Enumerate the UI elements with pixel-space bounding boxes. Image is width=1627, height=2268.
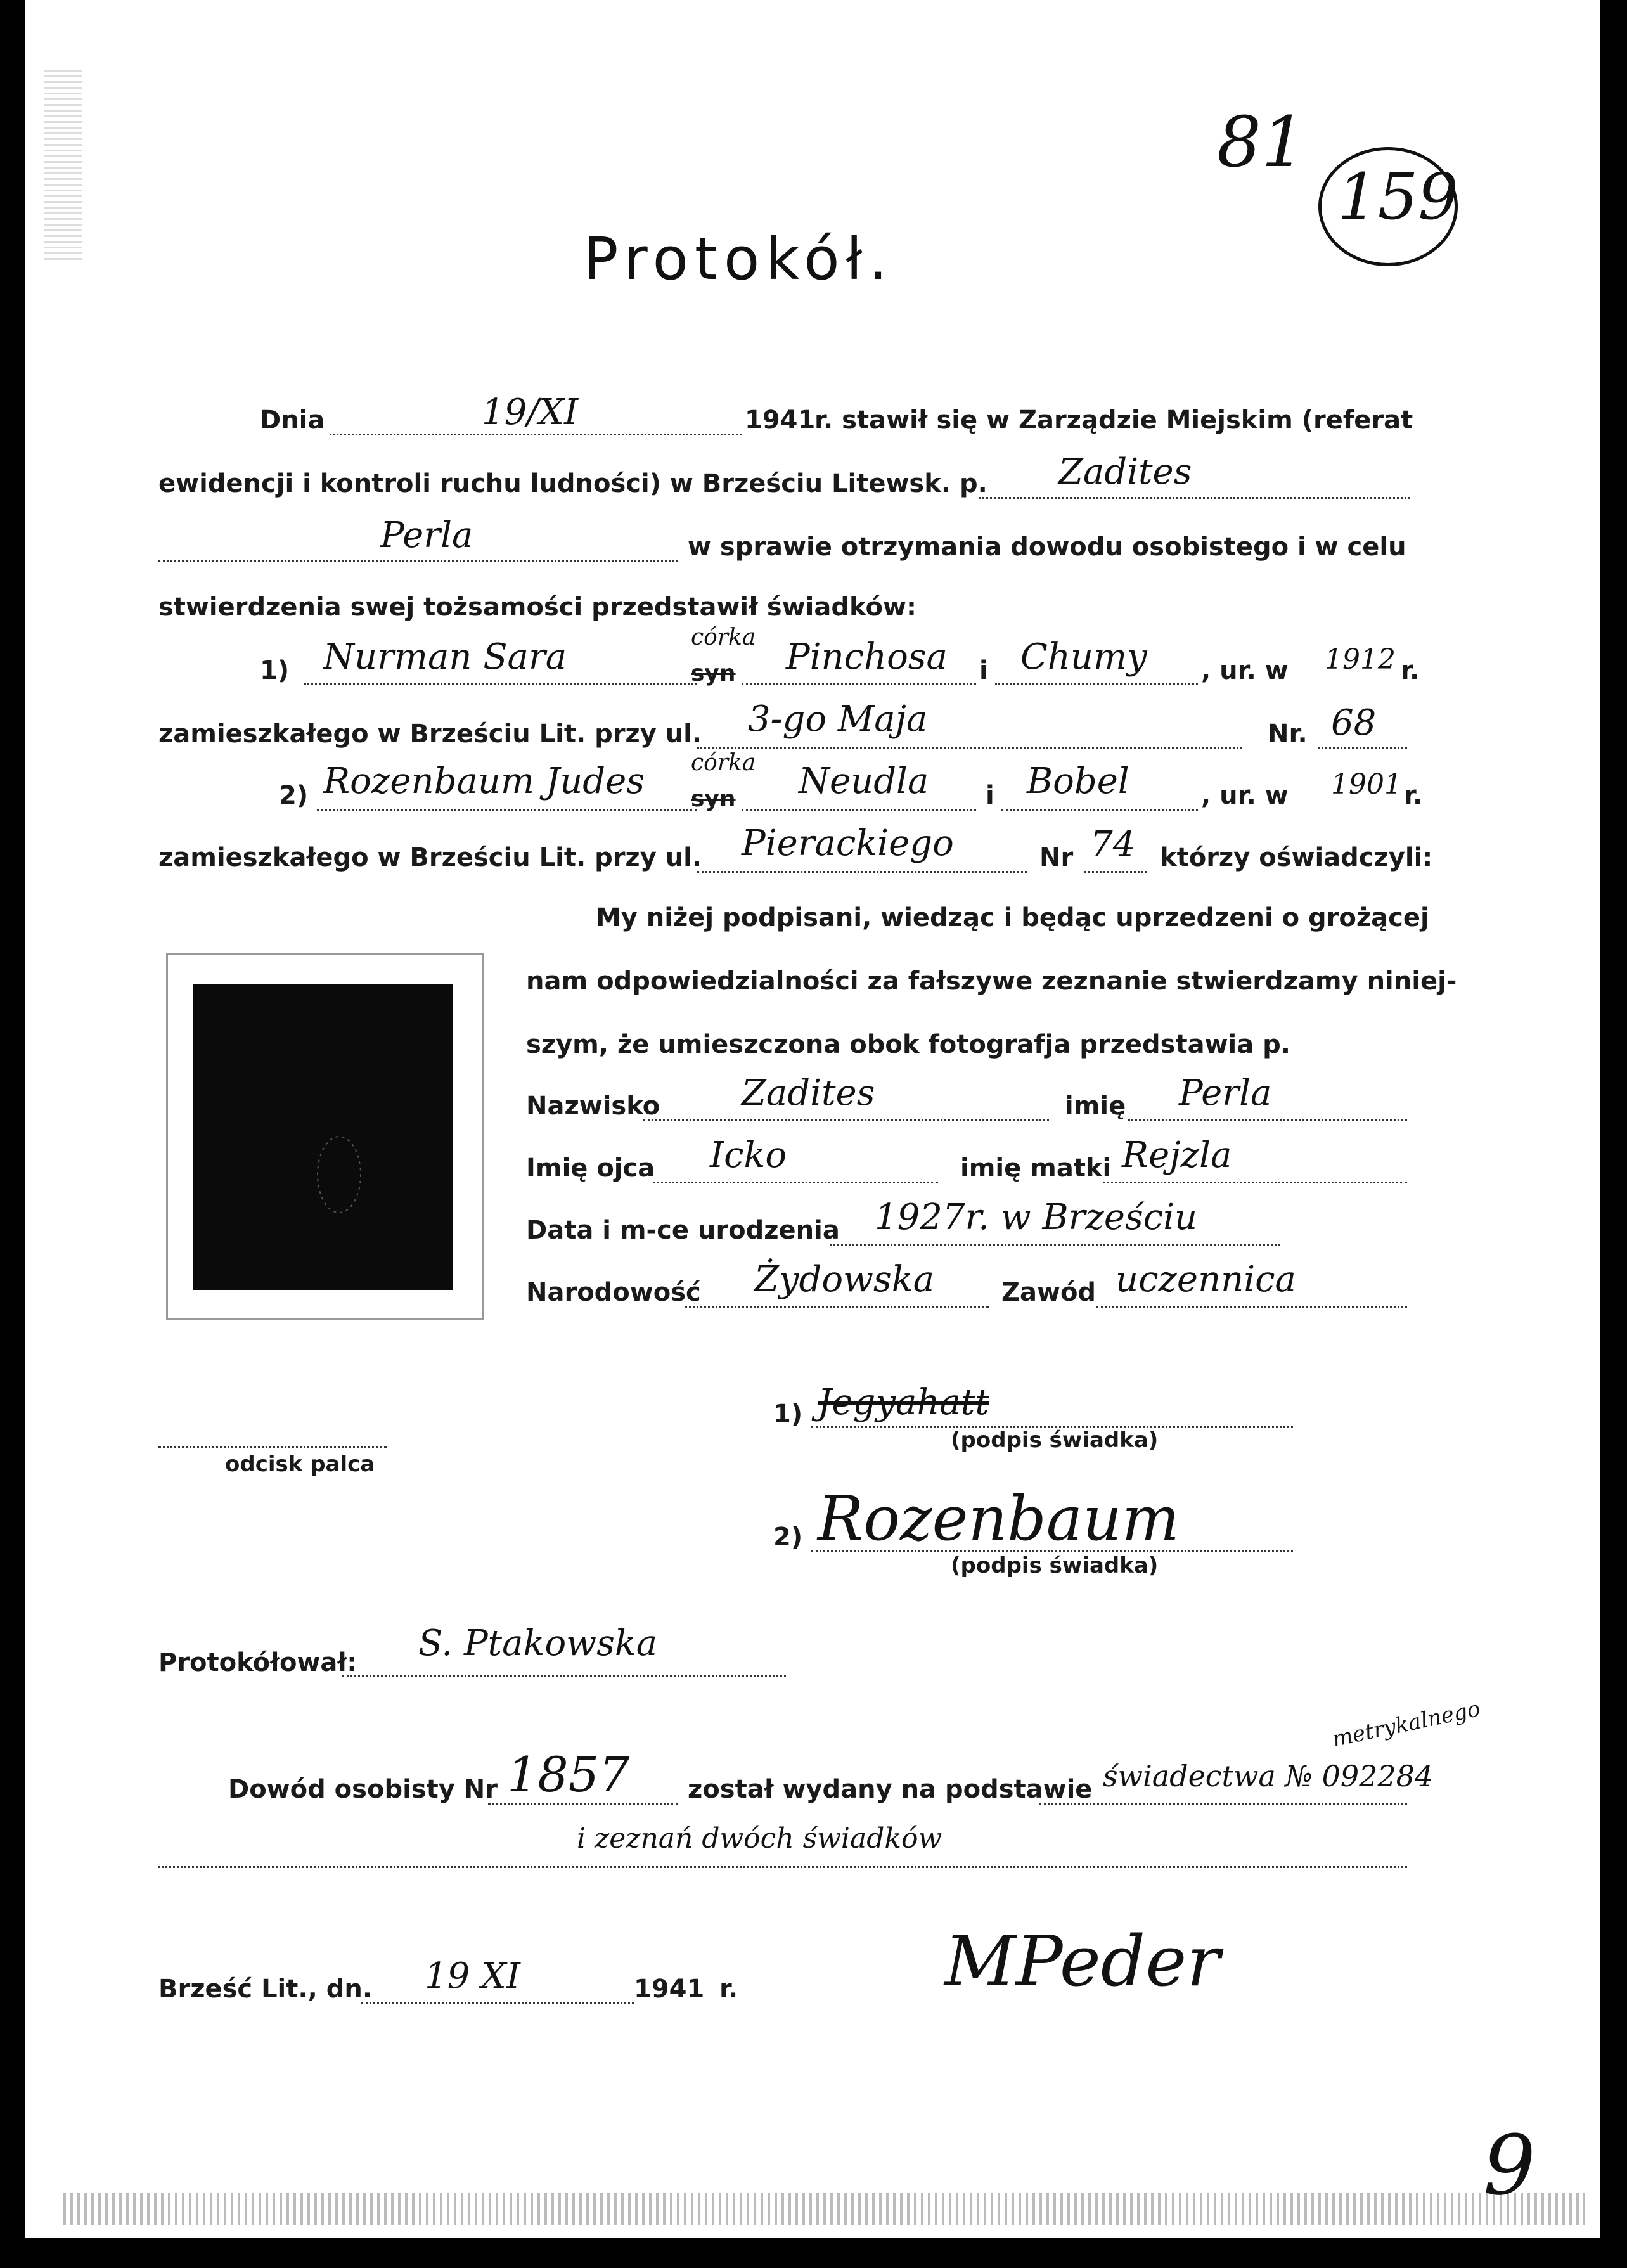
id-text-1: Dowód osobisty Nr xyxy=(228,1775,498,1804)
page-number: 81 xyxy=(1217,101,1306,183)
person-occupation: uczennica xyxy=(1116,1259,1296,1300)
scan-noise-bottom xyxy=(63,2193,1585,2225)
signature-2: Rozenbaum xyxy=(818,1483,1180,1554)
witness-2-born-year: 1901 xyxy=(1331,768,1402,801)
person-birth-line xyxy=(830,1244,1280,1246)
witness-1-nr-line xyxy=(1318,747,1407,749)
nationality-label: Narodowość xyxy=(526,1278,701,1307)
witness-1-index: 1) xyxy=(260,656,290,685)
witness-2-nr: 74 xyxy=(1090,824,1136,865)
witness-2-relation-printed: syn xyxy=(691,786,736,812)
footer-year: 1941 xyxy=(634,1975,705,2004)
applicant-first-name: Perla xyxy=(380,515,473,556)
page-mark: 9 xyxy=(1483,2117,1536,2213)
declaration-line-1: My niżej podpisani, wiedząc i będąc uprzedzeni o grożącej xyxy=(596,903,1429,932)
page-title: Protokół. xyxy=(583,225,894,293)
day-label: Dnia xyxy=(260,406,325,435)
person-father-line xyxy=(653,1182,938,1183)
witness-1-address-label: zamieszkałego w Brześciu Lit. przy ul. xyxy=(158,719,702,749)
signature-2-index: 2) xyxy=(773,1523,803,1552)
applicant-surname: Zadites xyxy=(1058,451,1192,493)
person-nationality: Żydowska xyxy=(754,1259,935,1300)
photo-frame xyxy=(166,953,484,1320)
witness-2-mother: Bobel xyxy=(1027,761,1129,802)
applicant-photo xyxy=(193,984,453,1290)
witness-2-born-label: , ur. w xyxy=(1201,781,1289,810)
intro-text-3: w sprawie otrzymania dowodu osobistego i w celu xyxy=(688,532,1406,562)
year-printed: 1941 xyxy=(745,406,816,435)
id-basis: świadectwa № 092284 xyxy=(1103,1759,1434,1793)
firstname-label: imię xyxy=(1065,1092,1126,1121)
fingerprint-line xyxy=(158,1446,387,1448)
fingerprint-label: odcisk palca xyxy=(225,1452,375,1477)
person-occupation-line xyxy=(1096,1306,1407,1308)
witness-1-relation-printed: syn xyxy=(691,660,736,686)
witness-1-r: r. xyxy=(1401,656,1420,685)
person-father: Icko xyxy=(710,1135,787,1176)
scan-noise-left xyxy=(44,70,82,260)
signature-2-caption: (podpis świadka) xyxy=(951,1553,1159,1578)
witness-1-street-line xyxy=(697,747,1242,749)
person-nationality-line xyxy=(685,1306,989,1308)
witness-2-mother-line xyxy=(1001,809,1198,811)
witness-1-name: Nurman Sara xyxy=(323,636,567,678)
witness-2-father: Neudla xyxy=(799,761,929,802)
person-surname-line xyxy=(643,1119,1049,1121)
witness-2-street: Pierackiego xyxy=(742,823,954,864)
declaration-line-2: nam odpowiedzialności za fałszywe zeznanie stwierdzamy niniej- xyxy=(526,967,1457,996)
witness-2-r: r. xyxy=(1404,781,1423,810)
father-label: Imię ojca xyxy=(526,1154,655,1183)
person-birth-value: 1927r. w Brześciu xyxy=(875,1197,1198,1238)
witness-2-father-line xyxy=(742,809,976,811)
id-basis-note: metrykalnego xyxy=(1330,1696,1483,1753)
witness-1-mother-line xyxy=(995,683,1198,685)
witness-2-relation-written: córka xyxy=(691,750,756,776)
witness-2-nr-label: Nr xyxy=(1039,843,1074,872)
witness-2-index: 2) xyxy=(279,781,309,810)
surname-line xyxy=(979,497,1410,499)
intro-text-1: r. stawił się w Zarządzie Miejskim (referat xyxy=(814,406,1413,435)
person-surname: Zadites xyxy=(742,1073,875,1114)
id-number: 1857 xyxy=(507,1746,630,1803)
signature-1-index: 1) xyxy=(773,1400,803,1429)
official-signature: MPeder xyxy=(944,1921,1220,2002)
witness-1-mother: Chumy xyxy=(1020,636,1147,678)
person-mother: Rejzla xyxy=(1122,1135,1232,1176)
witness-1-father: Pinchosa xyxy=(786,636,948,678)
photo-figure-outline xyxy=(193,984,453,1290)
witness-1-street: 3-go Maja xyxy=(748,699,928,740)
witness-1-father-line xyxy=(742,683,976,685)
intro-text-4: stwierdzenia swej tożsamości przedstawił świadków: xyxy=(158,593,916,622)
witness-1-born-year: 1912 xyxy=(1325,643,1396,676)
declaration-line-3: szym, że umieszczona obok fotografja przedstawia p. xyxy=(526,1030,1290,1059)
id-basis-line xyxy=(1039,1803,1407,1805)
person-firstname: Perla xyxy=(1179,1073,1272,1114)
id-basis-line-2-text: i zeznań dwóch świadków xyxy=(577,1822,942,1855)
person-firstname-line xyxy=(1128,1119,1407,1121)
date-line xyxy=(330,434,742,435)
first-name-line xyxy=(158,560,678,562)
place-label: Brześć Lit., dn. xyxy=(158,1975,373,2004)
mother-label: imię matki xyxy=(960,1154,1112,1183)
witness-1-nr: 68 xyxy=(1331,702,1377,744)
occupation-label: Zawód xyxy=(1001,1278,1096,1307)
id-number-line xyxy=(488,1803,678,1805)
witness-1-name-line xyxy=(304,683,697,685)
footer-date: 19 XI xyxy=(425,1956,521,1997)
witness-2-name-line xyxy=(317,809,697,811)
protocol-signature: S. Ptakowska xyxy=(418,1623,658,1664)
document-sheet xyxy=(25,0,1600,2238)
birth-label: Data i m-ce urodzenia xyxy=(526,1216,840,1245)
witness-1-nr-label: Nr. xyxy=(1268,719,1308,749)
protocol-line xyxy=(342,1675,786,1677)
surname-label: Nazwisko xyxy=(526,1092,660,1121)
signature-1-caption: (podpis świadka) xyxy=(951,1427,1159,1453)
witness-1-born-label: , ur. w xyxy=(1201,656,1289,685)
person-mother-line xyxy=(1103,1182,1407,1183)
witness-2-address-label: zamieszkałego w Brześciu Lit. przy ul. xyxy=(158,843,702,872)
witness-2-nr-line xyxy=(1084,871,1147,873)
witness-2-street-line xyxy=(697,871,1027,873)
signature-1: Jegyahatt xyxy=(818,1382,989,1423)
footer-r: r. xyxy=(719,1975,738,2004)
witness-2-and: i xyxy=(986,781,994,810)
date-value: 19/XI xyxy=(482,392,579,433)
footer-date-line xyxy=(361,2002,634,2004)
id-basis-line-2 xyxy=(158,1866,1407,1868)
witness-2-name: Rozenbaum Judes xyxy=(323,761,645,802)
witness-2-tail: którzy oświadczyli: xyxy=(1160,843,1433,872)
circled-number: 159 xyxy=(1337,160,1458,234)
protocol-label: Protokółował: xyxy=(158,1648,357,1677)
intro-text-2: ewidencji i kontroli ruchu ludności) w Brześciu Litewsk. p. xyxy=(158,469,987,498)
id-text-2: został wydany na podstawie xyxy=(688,1775,1093,1804)
witness-1-and: i xyxy=(979,656,988,685)
witness-1-relation-written: córka xyxy=(691,624,756,650)
